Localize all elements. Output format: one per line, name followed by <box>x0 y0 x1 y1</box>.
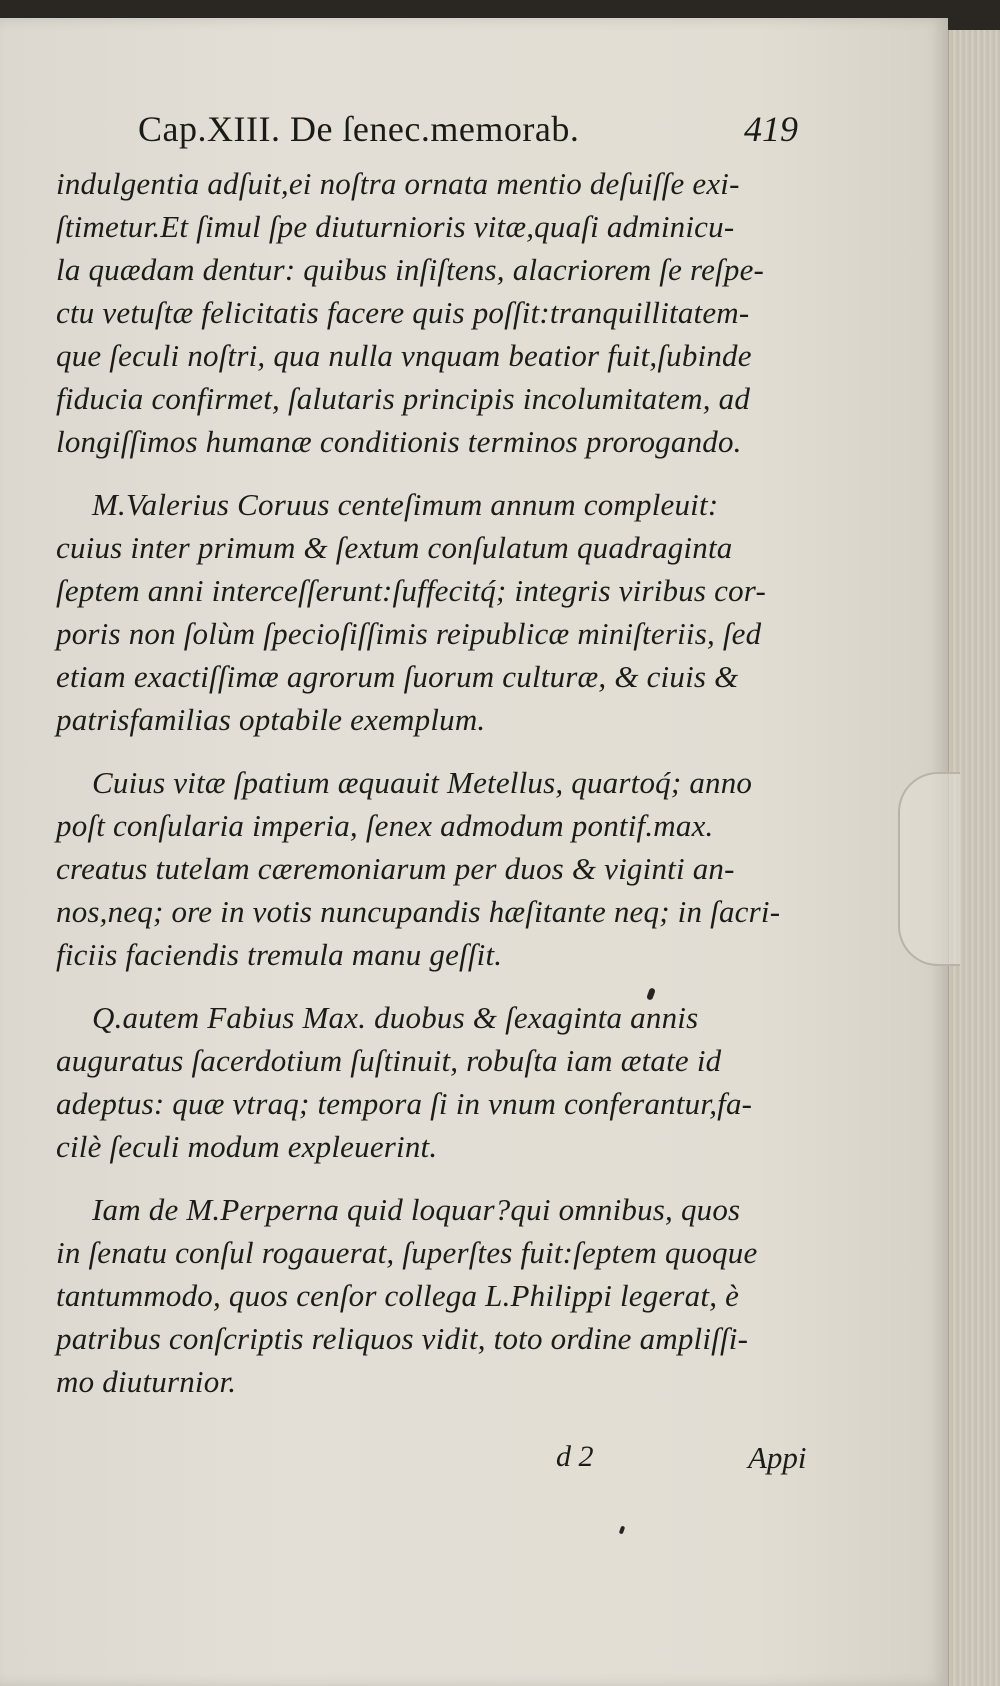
text-line: cilè ſeculi modum expleuerint. <box>56 1129 438 1164</box>
paragraph-1 <box>56 162 816 463</box>
text-line: in ſenatu conſul rogauerat, ſuperſtes fuit:ſeptem quoque <box>56 1235 758 1270</box>
text-line: cuius inter primum & ſextum conſulatum quadraginta <box>56 530 733 565</box>
text-line: patrisfamilias optabile exemplum. <box>56 702 486 737</box>
page-number: 419 <box>744 109 798 149</box>
paragraph-3 <box>56 761 816 976</box>
signature-mark: d 2 <box>556 1440 594 1473</box>
text-line: M.Valerius Coruus centeſimum annum compleuit: <box>92 487 719 522</box>
text-line: ſeptem anni interceſſerunt:ſuffecitq́; integris viribus cor- <box>56 573 766 608</box>
text-line: Cuius vitæ ſpatium æquauit Metellus, quartoq́; anno <box>92 765 753 800</box>
paragraph-5 <box>56 1188 816 1403</box>
text-line: fiducia confirmet, ſalutaris principis incolumitatem, ad <box>56 381 751 416</box>
running-head <box>138 108 798 158</box>
text-line: poſt conſularia imperia, ſenex admodum pontif.max. <box>56 808 714 843</box>
text-line: la quædam dentur: quibus inſiſtens, alacriorem ſe reſpe- <box>56 252 765 287</box>
text-line: etiam exactiſſimæ agrorum ſuorum culturæ, & ciuis & <box>56 659 739 694</box>
paragraph-2 <box>56 483 816 741</box>
page-clip-tab <box>898 772 960 966</box>
running-head-title: Cap.XIII. De ſenec.memorab. <box>138 109 580 149</box>
text-line: ficiis faciendis tremula manu geſſit. <box>56 937 503 972</box>
text-line: ſtimetur.Et ſimul ſpe diuturnioris vitæ,quaſi adminicu- <box>56 209 735 244</box>
body-text <box>56 162 816 1423</box>
text-line: Iam de M.Perperna quid loquar?qui omnibus, quos <box>92 1192 741 1227</box>
text-line: Q.autem Fabius Max. duobus & ſexaginta annis <box>92 1000 699 1035</box>
text-line: indulgentia adſuit,ei noſtra ornata mentio deſuiſſe exi- <box>56 166 740 201</box>
paragraph-4 <box>56 996 816 1168</box>
text-line: ctu vetuſtæ felicitatis facere quis poſſit:tranquillitatem- <box>56 295 750 330</box>
text-line: creatus tutelam cæremoniarum per duos & viginti an- <box>56 851 735 886</box>
text-line: auguratus ſacerdotium ſuſtinuit, robuſta iam ætate id <box>56 1043 722 1078</box>
text-line: longiſſimos humanæ conditionis terminos prorogando. <box>56 424 742 459</box>
text-line: poris non ſolùm ſpecioſiſſimis reipublicæ miniſteriis, ſed <box>56 616 762 651</box>
text-line: tantummodo, quos cenſor collega L.Philippi legerat, è <box>56 1278 740 1313</box>
catchword: Appi <box>748 1440 807 1475</box>
text-line: adeptus: quæ vtraq; tempora ſi in vnum conferantur,fa- <box>56 1086 753 1121</box>
text-line: que ſeculi noſtri, qua nulla vnquam beatior fuit,ſubinde <box>56 338 752 373</box>
text-line: patribus conſcriptis reliquos vidit, toto ordine ampliſſi- <box>56 1321 749 1356</box>
text-line: mo diuturnior. <box>56 1364 237 1399</box>
text-line: nos,neq; ore in votis nuncupandis hæſitante neq; in ſacri- <box>56 894 781 929</box>
